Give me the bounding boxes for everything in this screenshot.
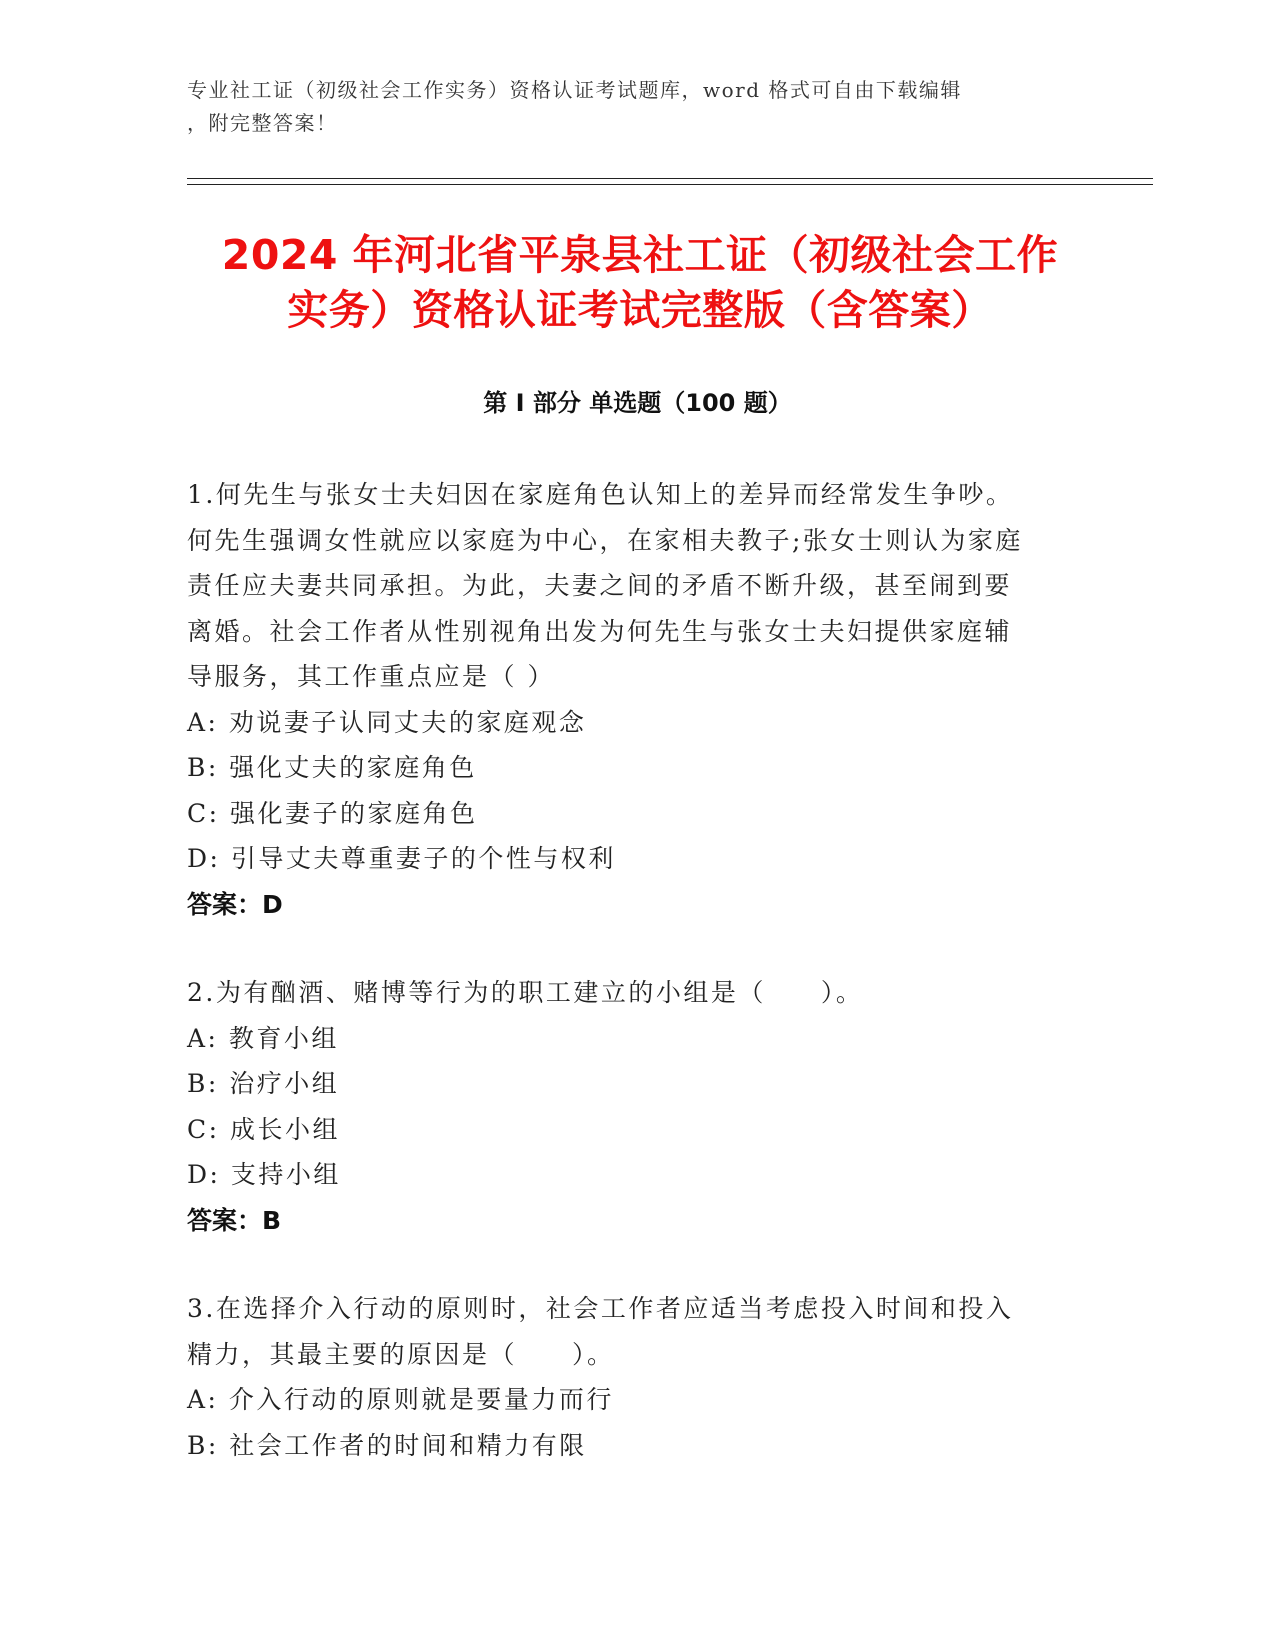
question-stem-line: 2.为有酗酒、赌博等行为的职工建立的小组是（ ）。 — [187, 978, 864, 1007]
document-title-line-1: 2024 年河北省平泉县社工证（初级社会工作 — [221, 231, 1059, 279]
header-divider-bottom — [187, 184, 1153, 185]
option-c: C: 强化妻子的家庭角色 — [187, 798, 478, 828]
question-stem-line: 1.何先生与张女士夫妇因在家庭角色认知上的差异而经常发生争吵。 — [187, 480, 1014, 509]
question-stem-line: 何先生强调女性就应以家庭为中心，在家相夫教子;张女士则认为家庭 — [187, 525, 1023, 555]
answer-label: 答案：D — [187, 889, 283, 919]
question-stem-line: 责任应夫妻共同承担。为此，夫妻之间的矛盾不断升级，甚至闹到要 — [187, 571, 1013, 600]
option-a: A: 教育小组 — [187, 1023, 339, 1053]
document-title — [160, 228, 1120, 338]
header-note-line-1: 专业社工证（初级社会工作实务）资格认证考试题库，word 格式可自由下载编辑 — [187, 78, 962, 102]
option-d: D: 引导丈夫尊重妻子的个性与权利 — [187, 844, 616, 873]
question-2 — [187, 970, 1067, 1243]
option-a: A: 介入行动的原则就是要量力而行 — [187, 1385, 614, 1414]
header-note-line-2: ，附完整答案！ — [187, 111, 338, 135]
option-c: C: 成长小组 — [187, 1114, 340, 1144]
header-divider-top — [187, 178, 1153, 179]
question-1 — [187, 472, 1067, 927]
question-stem-line: 离婚。社会工作者从性别视角出发为何先生与张女士夫妇提供家庭辅 — [187, 616, 1013, 646]
header-note — [187, 74, 1087, 140]
question-3 — [187, 1286, 1067, 1468]
option-b: B: 治疗小组 — [187, 1069, 340, 1098]
question-stem-line: 精力，其最主要的原因是（ ）。 — [187, 1339, 615, 1369]
question-stem-line: 导服务，其工作重点应是（ ） — [187, 662, 555, 691]
option-b: B: 强化丈夫的家庭角色 — [187, 753, 477, 782]
section-heading: 第 I 部分 单选题（100 题） — [483, 389, 792, 417]
option-b: B: 社会工作者的时间和精力有限 — [187, 1430, 587, 1460]
document-title-line-2: 实务）资格认证考试完整版（含答案） — [287, 286, 993, 334]
question-stem-line: 3.在选择介入行动的原则时，社会工作者应适当考虑投入时间和投入 — [187, 1294, 1014, 1323]
answer-label: 答案：B — [187, 1205, 282, 1235]
question-list — [187, 472, 1067, 1511]
option-a: A: 劝说妻子认同丈夫的家庭观念 — [187, 707, 587, 737]
option-d: D: 支持小组 — [187, 1160, 341, 1189]
